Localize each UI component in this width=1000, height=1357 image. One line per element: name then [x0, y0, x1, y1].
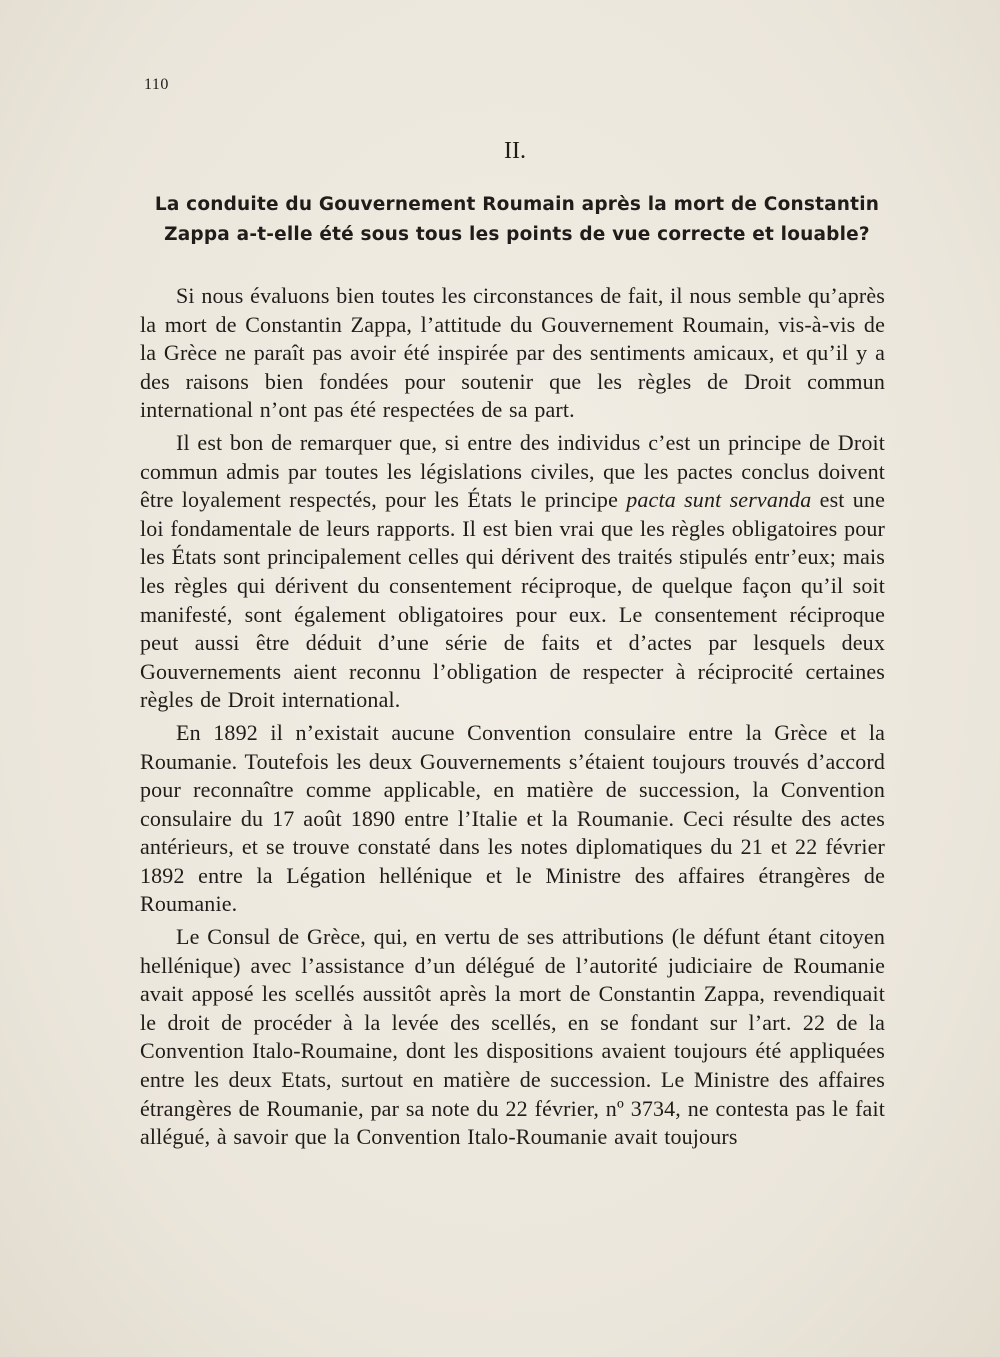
paragraph — [140, 429, 885, 715]
section-number: II. — [504, 138, 526, 164]
paragraph: Le Consul de Grèce, qui, en vertu de ses attributions (le défunt étant citoyen hellénique) avec l’assistance d’un délégué de l’autorité judiciaire de Roumanie avait apposé les scellés aussitôt après la mort de Constantin Zappa, revendiquait le droit de procéder à la levée des scellés, en se fondant sur l’art. 22 de la Convention Italo-Roumaine, dont les dispositions avaient toujours été appliquées entre les deux Etats, surtout en matière de succession. Le Ministre des affaires étrangères de Roumanie, par sa note du 22 février, nº 3734, ne contesta pas le fait allégué, à savoir que la Convention Italo-Roumanie avait toujours — [140, 924, 885, 1150]
body-text — [140, 282, 885, 1156]
paragraph: Si nous évaluons bien toutes les circonstances de fait, il nous semble qu’après la mort de Constantin Zappa, l’attitude du Gouvernement Roumain, vis-à-vis de la Grèce ne paraît pas avoir été inspirée par des sentiments amicaux, et qu’il y a des raisons bien fondées pour soutenir que les règles de Droit commun international n’ont pas été respectées de sa part. — [140, 283, 885, 423]
page-number: 110 — [144, 76, 169, 93]
section-heading: La conduite du Gouvernement Roumain après la mort de Constantin Zappa a-t-elle été sous tous les points de vue correcte et louable? — [154, 194, 880, 245]
paragraph-text: Il est bon de remarquer que, si entre des individus c’est un principe de Droit commun admis par toutes les législations civiles, que les pactes conclus doivent être loyalement respectés, pour les États le principe — [140, 429, 885, 513]
latin-maxim: pacta sunt servanda — [626, 487, 812, 513]
paragraph-text: est une loi fondamentale de leurs rapports. Il est bien vrai que les règles obligatoires pour les États sont principalement celles qui dérivent des traités stipulés entr’eux; mais les règles qui dérivent du consentement réciproque, de quelque façon qu’il soit manifesté, sont également obligatoires pour eux. Le consentement réciproque peut aussi être déduit d’une série de faits et d’actes par lesquels deux Gouvernements aient reconnu l’obligation de respecter à réciprocité certaines règles de Droit international. — [140, 487, 885, 713]
paragraph: En 1892 il n’existait aucune Convention consulaire entre la Grèce et la Roumanie. Toutefois les deux Gouvernements s’étaient toujours trouvés d’accord pour reconnaître comme applicable, en matière de succession, la Convention consulaire du 17 août 1890 entre l’Italie et la Roumanie. Ceci résulte des actes antérieurs, et se trouve constaté dans les notes diplomatiques du 21 et 22 février 1892 entre la Légation hellénique et le Ministre des affaires étrangères de Roumanie. — [140, 719, 885, 917]
